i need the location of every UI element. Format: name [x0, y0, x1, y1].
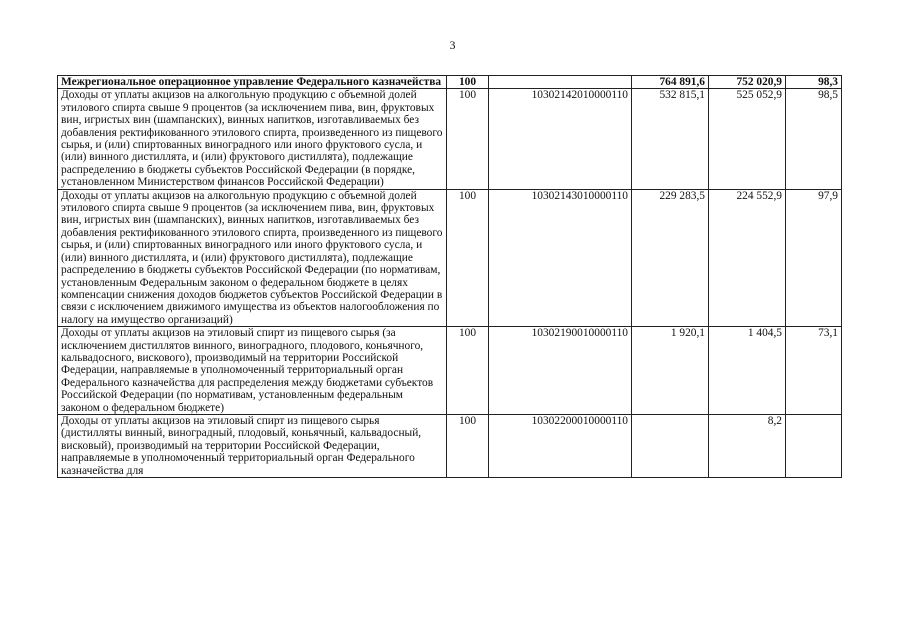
row-kbk: 10302190010000110: [489, 327, 632, 415]
row-plan: 229 283,5: [632, 189, 709, 326]
row-name: Доходы от уплаты акцизов на этиловый спирт из пищевого сырья (за исключением дистиллятов винного, виноградного, плодового, коньячного, кальвадосного, вискового), производимый на территории Российской Федерации, направляемые в уполномоченный территориальный орган Федерального казначейства для распределения между бюджетами субъектов Российской Федерации (по нормативам, установленным федеральным законом о федеральном бюджете): [58, 327, 447, 415]
row-name: Доходы от уплаты акцизов на алкогольную продукцию с объемной долей этилового спирта свыше 9 процентов (за исключением пива, вин, фруктовых вин, игристых вин (шампанских), винных напитков, изготавливаемых без добавления ректификованного этилового спирта, произведенного из пищевого сырья, и (или) спиртованных виноградного или иного фруктового сусла, и (или) винного дистиллята, и (или) фруктового дистиллята), подлежащие распределению в бюджеты субъектов Российской Федерации (по нормативам, установленным Федеральным законом о федеральном бюджете в целях компенсации снижения доходов бюджетов субъектов Российской Федерации в связи с исключением движимого имущества из объектов налогообложения по налогу на имущество организаций): [58, 189, 447, 326]
row-percent: 97,9: [786, 189, 842, 326]
row-fact: 752 020,9: [709, 76, 786, 89]
row-code: 100: [447, 189, 489, 326]
row-fact: 8,2: [709, 414, 786, 477]
table-row: [58, 76, 842, 89]
table-row: [58, 414, 842, 477]
row-kbk: [489, 76, 632, 89]
page-number: 3: [449, 38, 456, 52]
row-fact: 224 552,9: [709, 189, 786, 326]
row-plan: 532 815,1: [632, 89, 709, 189]
row-name: Доходы от уплаты акцизов на алкогольную продукцию с объемной долей этилового спирта свыше 9 процентов (за исключением пива, вин, фруктовых вин, игристых вин (шампанских), винных напитков, изготавливаемых без добавления ректификованного этилового спирта, произведенного из пищевого сырья, и (или) спиртованных виноградного или иного фруктового сусла, и (или) винного дистиллята, и (или) фруктового дистиллята), подлежащие распределению в бюджеты субъектов Российской Федерации (в порядке, установленном Министерством финансов Российской Федерации): [58, 89, 447, 189]
row-percent: 98,5: [786, 89, 842, 189]
row-fact: 525 052,9: [709, 89, 786, 189]
row-percent: 73,1: [786, 327, 842, 415]
row-code: 100: [447, 89, 489, 189]
row-percent: [786, 414, 842, 477]
table-row: [58, 189, 842, 326]
row-kbk: 10302142010000110: [489, 89, 632, 189]
row-code: 100: [447, 76, 489, 89]
row-plan: 764 891,6: [632, 76, 709, 89]
row-plan: 1 920,1: [632, 327, 709, 415]
row-name: Межрегиональное операционное управление Федерального казначейства: [58, 76, 447, 89]
row-fact: 1 404,5: [709, 327, 786, 415]
revenue-table: [57, 75, 842, 478]
table-row: [58, 89, 842, 189]
row-plan: [632, 414, 709, 477]
row-percent: 98,3: [786, 76, 842, 89]
table-row: [58, 327, 842, 415]
row-code: 100: [447, 327, 489, 415]
row-code: 100: [447, 414, 489, 477]
row-name: Доходы от уплаты акцизов на этиловый спирт из пищевого сырья (дистилляты винный, виноградный, плодовый, коньячный, кальвадосный, висковый), производимый на территории Российской Федерации, направляемые в уполномоченный территориальный орган Федерального казначейства для: [58, 414, 447, 477]
row-kbk: 10302143010000110: [489, 189, 632, 326]
row-kbk: 10302200010000110: [489, 414, 632, 477]
